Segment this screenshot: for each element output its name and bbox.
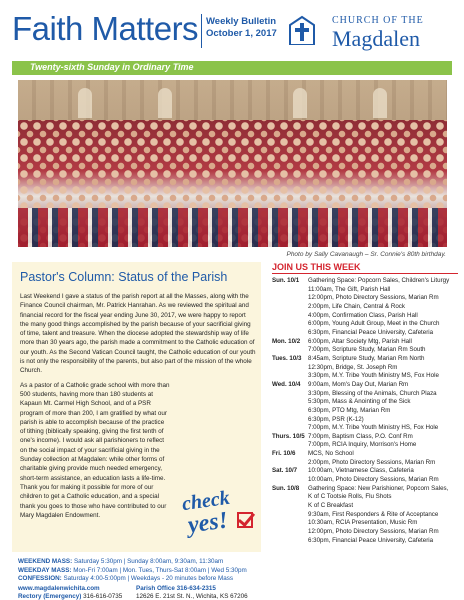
- schedule-event: 10:00am, Photo Directory Sessions, Marian Rm: [308, 476, 439, 484]
- liturgical-banner: [12, 61, 452, 75]
- schedule-event: 7:00pm, M.Y. Tribe Youth Ministry HS, Fox Hole: [308, 424, 439, 432]
- schedule-event: 2:00pm, Life Chain, Central & Rock: [308, 302, 405, 310]
- schedule-event: 10:00am, Vietnamese Class, Cafeteria: [308, 467, 414, 475]
- schedule-heading: JOIN US THIS WEEK: [272, 262, 361, 272]
- liturgical-banner-text: Twenty-sixth Sunday in Ordinary Time: [30, 62, 194, 72]
- rectory-row: Rectory (Emergency) 316-616-0735: [18, 593, 123, 600]
- checkbox-icon: [237, 512, 253, 528]
- schedule-event: 3:30pm, Blessing of the Animals, Church Plaza: [308, 389, 437, 397]
- schedule-day: [272, 338, 458, 355]
- schedule-divider: [272, 273, 458, 274]
- schedule-event: 6:30pm, PSR (K-12): [308, 415, 364, 423]
- church-of-text: CHURCH OF THE: [332, 15, 424, 26]
- schedule-day-label: Wed. 10/4: [272, 380, 301, 388]
- schedule-day: [272, 277, 458, 338]
- schedule-event: 6:30pm, Financial Peace University, Cafeteria: [308, 328, 434, 336]
- schedule-event: 12:30pm, Bridge, St. Joseph Rm: [308, 363, 398, 371]
- schedule-day-label: Mon. 10/2: [272, 337, 301, 345]
- title-divider: [201, 14, 202, 48]
- church-logo-icon: [288, 15, 316, 45]
- weekday-mass-row: WEEKDAY MASS: Mon-Fri 7:00am | Mon. Tues, Thurs-Sat 8:00am | Wed 5:30pm: [18, 566, 247, 574]
- schedule-event: 6:00pm, Altar Society Mtg, Parish Hall: [308, 337, 412, 345]
- address: 12626 E. 21st St. N., Wichita, KS 67206: [136, 593, 248, 600]
- schedule-list: [272, 277, 458, 545]
- confession-row: CONFESSION: Saturday 4:00-5:00pm | Weekdays - 20 minutes before Mass: [18, 575, 234, 582]
- schedule-event: 6:30pm, Financial Peace University, Cafeteria: [308, 536, 434, 544]
- schedule-day-label: Sat. 10/7: [272, 467, 298, 475]
- schedule-event: 7:00pm, RCIA Inquiry, Morrison's Home: [308, 441, 417, 449]
- schedule-day-label: Fri. 10/6: [272, 450, 296, 458]
- masthead: [0, 0, 464, 62]
- pastor-paragraph: Last Weekend I gave a status of the parish report at all the Masses, along with the Finance Council chairman, Mr. Patrick Hanrahan. As we reviewed the spiritual and financial record for the fiscal year ending June 30, 2017, we were happy to report the many good things accomplished by the parish because of your sacrificial giving of time, talent and treasure. When the diocese adopted the stewardship way of life more than 30 years ago, the parish made a commitment to the Catholic education of our youth. As the Second Vatican Council taught, the Catholic education of our youth is not only the responsibility of the parents, but also part of the mission of the whole Church.: [20, 293, 256, 375]
- schedule-event: 5:30pm, Mass & Anointing of the Sick: [308, 398, 411, 406]
- schedule-event: K of C Breakfast: [308, 502, 354, 510]
- schedule-event: 7:00pm, Baptism Class, P.O. Conf Rm: [308, 432, 413, 440]
- schedule-event: 6:00pm, Young Adult Group, Meet in the Church: [308, 320, 440, 328]
- weekend-mass-row: WEEKEND MASS: Saturday 5:30pm | Sunday 8:00am, 9:30am, 11:30am: [18, 558, 224, 565]
- photo-credit: Photo by Sally Cavanaugh – Sr. Connie's 80th birthday.: [286, 251, 446, 258]
- bulletin-info: [206, 16, 277, 40]
- bulletin-date: October 1, 2017: [206, 28, 277, 39]
- church-logo: [288, 13, 458, 53]
- church-name: Magdalen: [332, 26, 420, 51]
- parish-group-photo: [18, 80, 447, 247]
- schedule-event: 9:00am, Mom's Day Out, Marian Rm: [308, 380, 409, 388]
- schedule-event: 4:00pm, Confirmation Class, Parish Hall: [308, 311, 418, 319]
- bulletin-label: Weekly Bulletin: [206, 16, 277, 27]
- check-yes-graphic: [180, 486, 258, 546]
- schedule-day-label: Sun. 10/8: [272, 484, 300, 492]
- weekly-schedule: [272, 262, 458, 545]
- website-link[interactable]: www.magdalenwichita.com: [18, 585, 100, 592]
- schedule-day-label: Tues. 10/3: [272, 354, 302, 362]
- pastor-paragraph: As a pastor of a Catholic grade school with more than 500 students, having more than 180 students at Kapaun Mt. Carmel High School, and of a PSR program of more than 200, I am gratified by what our parish is able to accomplish because of the practice of tithing (biblically speaking, giving the first tenth of one's income). I would ask all parishioners to reflect on the social impact of your sacrificial giving in the Sunday collection at Magdalen: while other forms of charitable giving provide much needed emergency, short-term assistance, an education lasts a life-time. Thank you for making it possible for more of our children to get a Catholic education, and a special thank you goes to those who have contributed to our Mary Magdalen Endowment.: [20, 381, 170, 519]
- yes-word: yes!: [186, 507, 230, 539]
- schedule-event: Gathering Space: Popcorn Sales, Children's Liturgy: [308, 277, 450, 284]
- schedule-day: [272, 450, 458, 467]
- schedule-event: 8:45am, Scripture Study, Marian Rm North: [308, 354, 425, 362]
- office-row: Parish Office 316-634-2315: [136, 585, 216, 592]
- check-word: check: [180, 486, 231, 516]
- page-title: Faith Matters: [12, 10, 199, 47]
- schedule-event: 3:30pm, M.Y. Tribe Youth Ministry MS, Fox Hole: [308, 372, 439, 380]
- mass-times: [18, 558, 270, 584]
- schedule-event: 7:00pm, Scripture Study, Marian Rm South: [308, 346, 426, 354]
- schedule-day: [272, 381, 458, 433]
- schedule-event: 6:30pm, PTO Mtg, Marian Rm: [308, 406, 391, 414]
- pastor-column: [12, 262, 261, 552]
- schedule-event: 10:30am, RCIA Presentation, Music Rm: [308, 519, 418, 527]
- schedule-event: 9:30am, First Responders & Rite of Acceptance: [308, 510, 439, 518]
- schedule-day-label: Thurs. 10/5: [272, 432, 305, 440]
- schedule-event: 12:00pm, Photo Directory Sessions, Marian Rm: [308, 528, 439, 536]
- pastor-column-heading: Pastor's Column: Status of the Parish: [20, 270, 228, 284]
- schedule-event: 12:00pm, Photo Directory Sessions, Marian Rm: [308, 294, 439, 302]
- schedule-day-label: Sun. 10/1: [272, 277, 300, 284]
- schedule-event: Gathering Space: New Parishioner, Popcorn Sales,: [308, 484, 449, 492]
- schedule-day: [272, 355, 458, 381]
- schedule-event: 11:00am, The Gift, Parish Hall: [308, 285, 391, 293]
- schedule-day: [272, 485, 458, 546]
- schedule-event: MCS, No School: [308, 450, 354, 458]
- schedule-day: [272, 467, 458, 484]
- schedule-event: K of C Tootsie Rolls, Flu Shots: [308, 493, 392, 501]
- schedule-day: [272, 433, 458, 450]
- schedule-event: 2:00pm, Photo Directory Sessions, Marian Rm: [308, 458, 436, 466]
